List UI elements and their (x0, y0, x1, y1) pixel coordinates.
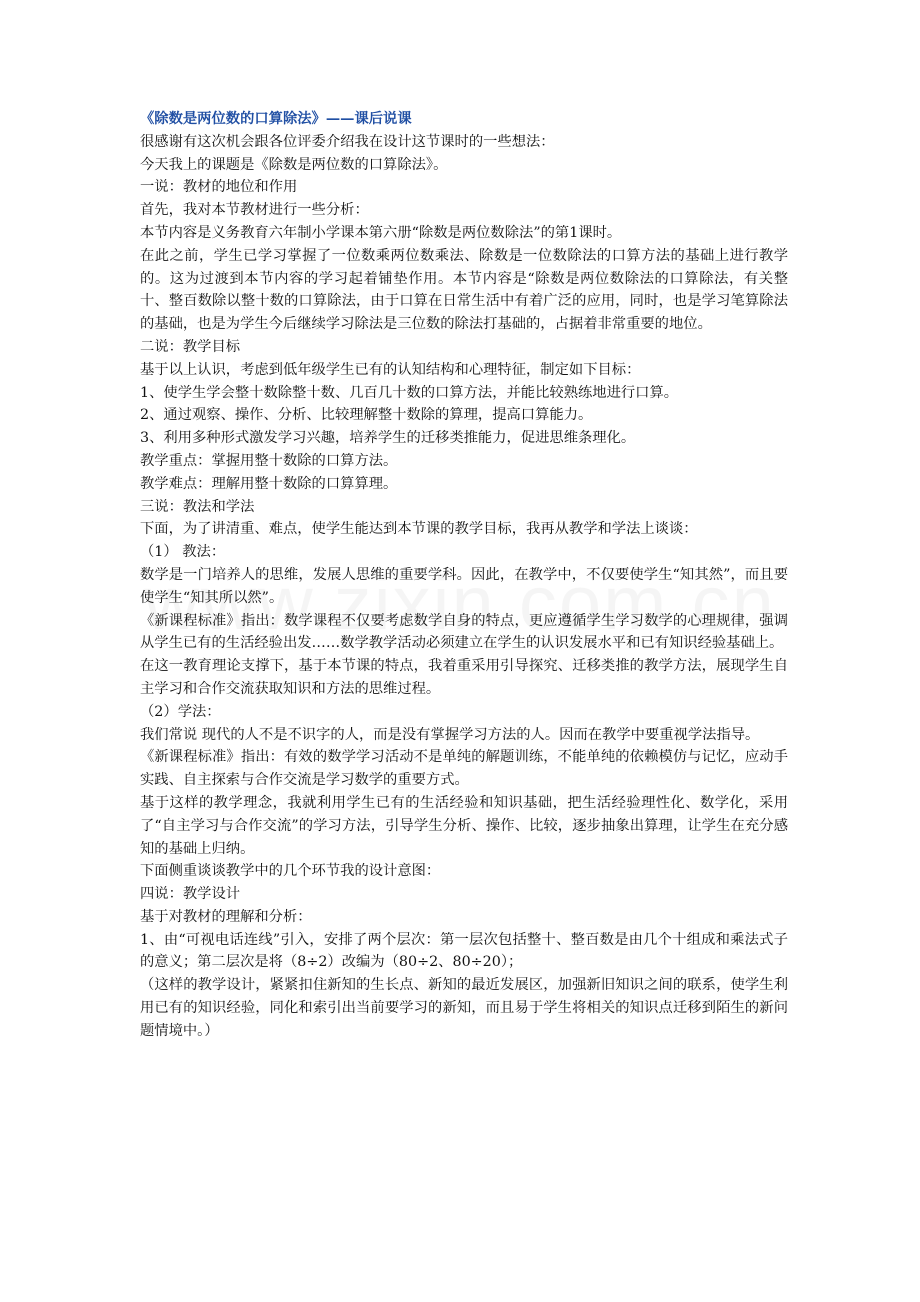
paragraph: 很感谢有这次机会跟各位评委介绍我在设计这节课时的一些想法： (140, 133, 555, 150)
document-title: 《除数是两位数的口算除法》——课后说课 (140, 111, 412, 127)
paragraph: 《新课程标准》指出：数学课程不仅要考虑数学自身的特点，更应遵循学生学习数学的心理规律，强调从学生已有的生活经验出发……数学教学活动必须建立在学生的认识发展水平和已有知识经验基础上。 (140, 612, 788, 652)
list-item: 2、通过观察、操作、分析、比较理解整十数除的算理，提高口算能力。 (140, 407, 593, 424)
paragraph: 数学是一门培养人的思维，发展人思维的重要学科。因此，在教学中，不仅要使学生“知其然”，而且要使学生“知其所以然”。 (140, 566, 788, 606)
subheading: （2）学法： (140, 703, 221, 720)
document-page (140, 108, 788, 1043)
section-heading: 三说：教法和学法 (140, 498, 255, 515)
paragraph: 《新课程标准》指出：有效的数学学习活动不是单纯的解题训练，不能单纯的依赖模仿与记忆，应动手实践、自主探索与合作交流是学习数学的重要方式。 (140, 749, 788, 789)
list-item: 1、由“可视电话连线”引入，安排了两个层次：第一层次包括整十、整百数是由几个十组成和乘法式子的意义；第二层次是将（8÷2）改编为（80÷2、80÷20）； (140, 931, 788, 971)
paragraph: 在这一教育理论支撑下，基于本节课的特点，我着重采用引导探究、迁移类推的教学方法，展现学生自主学习和合作交流获取知识和方法的思维过程。 (140, 658, 788, 697)
paragraph: （这样的教学设计，紧紧扣住新知的生长点、新知的最近发展区，加强新旧知识之间的联系，使学生利用已有的知识经验，同化和索引出当前要学习的新知，而且易于学生将相关的知识点迁移到陌生的新问题情境中。） (140, 977, 788, 1039)
document-body (140, 131, 788, 1043)
section-heading: 四说：教学设计 (140, 886, 241, 903)
paragraph: 基于这样的教学理念，我就利用学生已有的生活经验和知识基础，把生活经验理性化、数学化，采用了“自主学习与合作交流”的学习方法，引导学生分析、操作、比较，逐步抽象出算理，让学生在充分感知的基础上归纳。 (140, 794, 788, 857)
list-item: 3、利用多种形式激发学习兴趣，培养学生的迁移类推能力，促进思维条理化。 (140, 430, 636, 447)
paragraph: 下面，为了讲清重、难点，使学生能达到本节课的教学目标，我再从教学和学法上谈谈： (140, 521, 698, 538)
paragraph: 教学重点：掌握用整十数除的口算方法。 (140, 452, 398, 469)
paragraph: 我们常说 现代的人不是不识字的人，而是没有掌握学习方法的人。因而在教学中要重视学法指导。 (140, 726, 760, 743)
list-item: 1、使学生学会整十数除整十数、几百几十数的口算方法，并能比较熟练地进行口算。 (140, 384, 679, 401)
paragraph: 基于以上认识，考虑到低年级学生已有的认知结构和心理特征，制定如下目标： (140, 361, 641, 378)
section-heading: 二说：教学目标 (140, 338, 241, 355)
section-heading: 一说：教材的地位和作用 (140, 179, 298, 196)
subheading: （1） 教法： (140, 544, 226, 561)
paragraph: 今天我上的课题是《除数是两位数的口算除法》。 (140, 156, 448, 173)
paragraph: 本节内容是义务教育六年制小学课本第六册“除数是两位数除法”的第1课时。 (140, 224, 622, 241)
paragraph: 下面侧重谈谈教学中的几个环节我的设计意图： (140, 863, 441, 880)
paragraph: 在此之前，学生已学习掌握了一位数乘两位数乘法、除数是一位数除法的口算方法的基础上进行教学的。这为过渡到本节内容的学习起着铺垫作用。本节内容是“除数是两位数除法的口算除法，有关整十、整百数除以整十数的口算除法，由于口算在日常生活中有着广泛的应用，同时，也是学习笔算除法的基础，也是为学生今后继续学习除法是三位数的除法打基础的，占据着非常重要的地位。 (140, 247, 788, 333)
paragraph: 首先，我对本节教材进行一些分析： (140, 202, 369, 219)
paragraph: 基于对教材的理解和分析： (140, 908, 312, 925)
paragraph: 教学难点：理解用整十数除的口算算理。 (140, 475, 398, 492)
